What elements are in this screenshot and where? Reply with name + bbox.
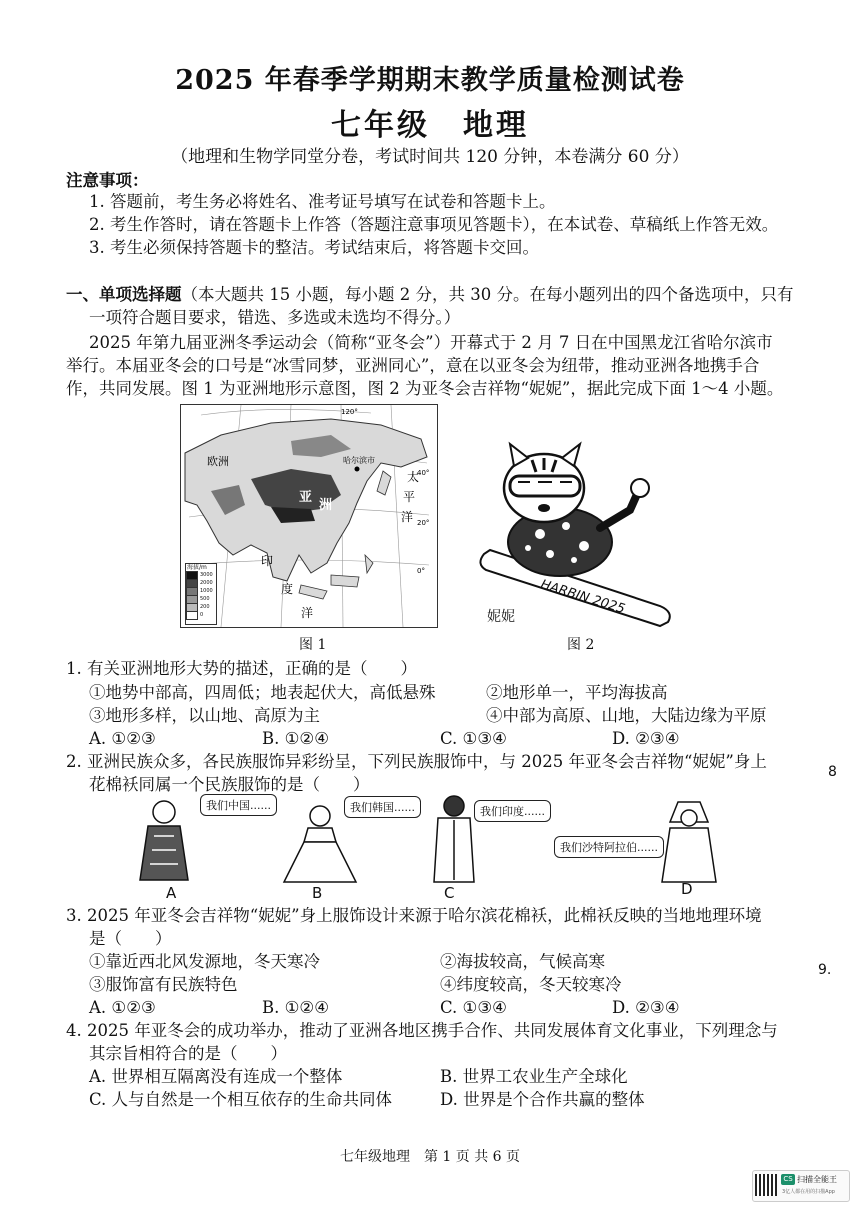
elevation-legend bbox=[185, 563, 217, 625]
label-lat-40: 40° bbox=[417, 469, 430, 477]
legend-rows bbox=[186, 571, 216, 619]
section-1-instructions-2: 一项符合题目要求，错选、多选或未选均不得分。） bbox=[89, 308, 461, 327]
intro-line-3: 作，共同发展。图 1 为亚洲地形示意图，图 2 为亚冬会吉祥物“妮妮”，据此完成下面 1～4 小题。 bbox=[66, 379, 784, 398]
figure-b-head bbox=[310, 806, 330, 826]
qr-code-icon bbox=[755, 1174, 777, 1196]
q3-stem-line-2: 是（ ） bbox=[89, 929, 172, 948]
scanner-watermark bbox=[752, 1170, 850, 1202]
notice-item-2: 2. 考生作答时，请在答题卡上作答（答题注意事项见答题卡），在本试卷、草稿纸上作答无效。 bbox=[89, 215, 779, 234]
section-1-header-line bbox=[66, 284, 793, 306]
q4-option-d: D. 世界是个合作共赢的整体 bbox=[440, 1090, 645, 1109]
q3-option-b: B. ①②④ bbox=[262, 998, 329, 1017]
scanner-brand: 扫描全能王 bbox=[797, 1175, 837, 1184]
notice-item-1: 1. 答题前，考生务必将姓名、准考证号填写在试卷和答题卡上。 bbox=[89, 192, 556, 211]
legend-title: 海拔/m bbox=[187, 564, 207, 571]
q3-option-d: D. ②③④ bbox=[612, 998, 680, 1017]
mascot-svg bbox=[470, 430, 700, 630]
page-footer: 七年级地理 第 1 页 共 6 页 bbox=[339, 1149, 521, 1165]
figure-c-head bbox=[444, 796, 464, 816]
speech-bubble-d: 我们沙特阿拉伯...... bbox=[554, 836, 664, 858]
q1-statement-1: ①地势中部高，四周低；地表起伏大，高低悬殊 bbox=[89, 683, 436, 702]
figure-2-caption: 图 2 bbox=[567, 637, 595, 653]
speech-bubble-b: 我们韩国...... bbox=[344, 796, 421, 818]
scanner-tagline: 3亿人都在用的扫描App bbox=[782, 1189, 835, 1195]
mascot-arm bbox=[600, 492, 638, 528]
section-1-heading: 一、单项选择题 bbox=[66, 285, 182, 304]
label-asia-2: 洲 bbox=[319, 498, 333, 513]
q2-option-b: B bbox=[312, 884, 323, 902]
notice-heading: 注意事项： bbox=[66, 171, 149, 190]
intro-line-1: 2025 年第九届亚洲冬季运动会（简称“亚冬会”）开幕式于 2 月 7 日在中国黑龙江省哈尔滨市 bbox=[89, 333, 773, 352]
notice-item-3: 3. 考生必须保持答题卡的整洁。考试结束后，将答题卡交回。 bbox=[89, 238, 539, 257]
q3-option-c: C. ①③④ bbox=[440, 998, 507, 1017]
label-indian-2: 度 bbox=[281, 582, 294, 596]
q4-stem-line-2: 其宗旨相符合的是（ ） bbox=[89, 1044, 287, 1063]
label-harbin: 哈尔滨市 bbox=[343, 456, 375, 465]
figure-a-head bbox=[153, 801, 175, 823]
q1-stem: 1. 有关亚洲地形大势的描述，正确的是（ ） bbox=[66, 659, 417, 678]
figure-1-caption: 图 1 bbox=[299, 637, 327, 653]
asia-terrain-svg bbox=[181, 405, 437, 627]
legend-value: 2000 bbox=[200, 580, 213, 586]
label-pacific-3: 洋 bbox=[401, 510, 414, 524]
q4-option-c: C. 人与自然是一个相互依存的生命共同体 bbox=[89, 1090, 393, 1109]
figure-2-mascot bbox=[470, 430, 700, 630]
q3-option-a: A. ①②③ bbox=[89, 998, 156, 1017]
figure-b-chima bbox=[284, 842, 356, 882]
q1-statement-2: ②地形单一，平均海拔高 bbox=[486, 683, 668, 702]
q3-statement-1: ①靠近西北风发源地，冬天寒冷 bbox=[89, 952, 320, 971]
q1-option-a: A. ①②③ bbox=[89, 729, 156, 748]
q2-costume-illustrations bbox=[130, 792, 730, 888]
figure-1-asia-map bbox=[180, 404, 438, 628]
q3-stem-line-1: 3. 2025 年亚冬会吉祥物“妮妮”身上服饰设计来源于哈尔滨花棉袄，此棉袄反映的当地地理环境 bbox=[66, 906, 762, 925]
label-lon-120: 120° bbox=[341, 408, 358, 416]
legend-value: 200 bbox=[200, 604, 210, 610]
q3-statement-4: ④纬度较高，冬天较寒冷 bbox=[440, 975, 622, 994]
q2-option-a: A bbox=[166, 884, 177, 902]
speech-bubble-a: 我们中国...... bbox=[200, 794, 277, 816]
exam-subtitle: （地理和生物学同堂分卷，考试时间共 120 分钟，本卷满分 60 分） bbox=[171, 147, 689, 167]
legend-value: 3000 bbox=[200, 572, 213, 578]
q1-option-b: B. ①②④ bbox=[262, 729, 329, 748]
q4-option-b: B. 世界工农业生产全球化 bbox=[440, 1067, 628, 1086]
intro-line-2: 举行。本届亚冬会的口号是“冰雪同梦，亚洲同心”，意在以亚冬会为纽带，推动亚洲各地携手合 bbox=[66, 356, 760, 375]
label-pacific-2: 平 bbox=[403, 490, 416, 504]
legend-value: 0 bbox=[200, 612, 204, 618]
mascot-paw bbox=[631, 479, 649, 497]
legend-swatch bbox=[186, 611, 198, 620]
label-lat-20: 20° bbox=[417, 519, 430, 527]
board-text: HARBIN 2025 bbox=[538, 577, 627, 618]
q2-stem-line-2: 花棉袄同属一个民族服饰的是（ ） bbox=[89, 775, 370, 794]
q2-option-c: C bbox=[444, 884, 455, 902]
exam-title: 2025 年春季学期期末教学质量检测试卷 bbox=[175, 65, 685, 96]
q3-statement-3: ③服饰富有民族特色 bbox=[89, 975, 238, 994]
label-indian-1: 印 bbox=[261, 554, 274, 568]
section-1-instructions: （本大题共 15 小题，每小题 2 分，共 30 分。在每小题列出的四个备选项中，只有 bbox=[181, 285, 794, 304]
mascot-name: 妮妮 bbox=[487, 609, 515, 625]
q1-statement-3: ③地形多样，以山地、高原为主 bbox=[89, 706, 320, 725]
q3-statement-2: ②海拔较高，气候高寒 bbox=[440, 952, 605, 971]
mascot-nose bbox=[538, 504, 550, 512]
harbin-marker bbox=[355, 467, 360, 472]
exam-subject: 七年级 地理 bbox=[331, 108, 529, 143]
legend-value: 1000 bbox=[200, 588, 213, 594]
figure-a-jacket bbox=[140, 826, 188, 880]
label-asia-1: 亚 bbox=[299, 490, 313, 505]
label-pacific-1: 太 bbox=[407, 470, 420, 484]
label-lat-0: 0° bbox=[417, 567, 425, 575]
legend-value: 500 bbox=[200, 596, 210, 602]
q4-stem-line-1: 4. 2025 年亚冬会的成功举办，推动了亚洲各地区携手合作、共同发展体育文化事业，下列理念与 bbox=[66, 1021, 778, 1040]
speech-bubble-c: 我们印度...... bbox=[474, 800, 551, 822]
figure-b-jeogori bbox=[304, 828, 336, 842]
q4-option-a: A. 世界相互隔离没有连成一个整体 bbox=[89, 1067, 343, 1086]
label-indian-3: 洋 bbox=[301, 606, 314, 620]
label-europe: 欧洲 bbox=[207, 455, 229, 468]
q2-stem-line-1: 2. 亚洲民族众多，各民族服饰异彩纷呈，下列民族服饰中，与 2025 年亚冬会吉祥物“妮妮”身上 bbox=[66, 752, 767, 771]
q1-statement-4: ④中部为高原、山地，大陆边缘为平原 bbox=[486, 706, 767, 725]
figure-d-head bbox=[681, 810, 697, 826]
q1-option-c: C. ①③④ bbox=[440, 729, 507, 748]
scanner-logo: CS bbox=[781, 1174, 795, 1185]
margin-mark-8: 8 bbox=[828, 764, 837, 780]
q2-option-d: D bbox=[681, 880, 693, 898]
figure-d-thobe bbox=[662, 828, 716, 882]
legend-row bbox=[186, 611, 216, 619]
margin-mark-9: 9. bbox=[818, 962, 832, 978]
q1-option-d: D. ②③④ bbox=[612, 729, 680, 748]
ski-goggles bbox=[510, 476, 580, 496]
japan-islands bbox=[377, 471, 391, 495]
